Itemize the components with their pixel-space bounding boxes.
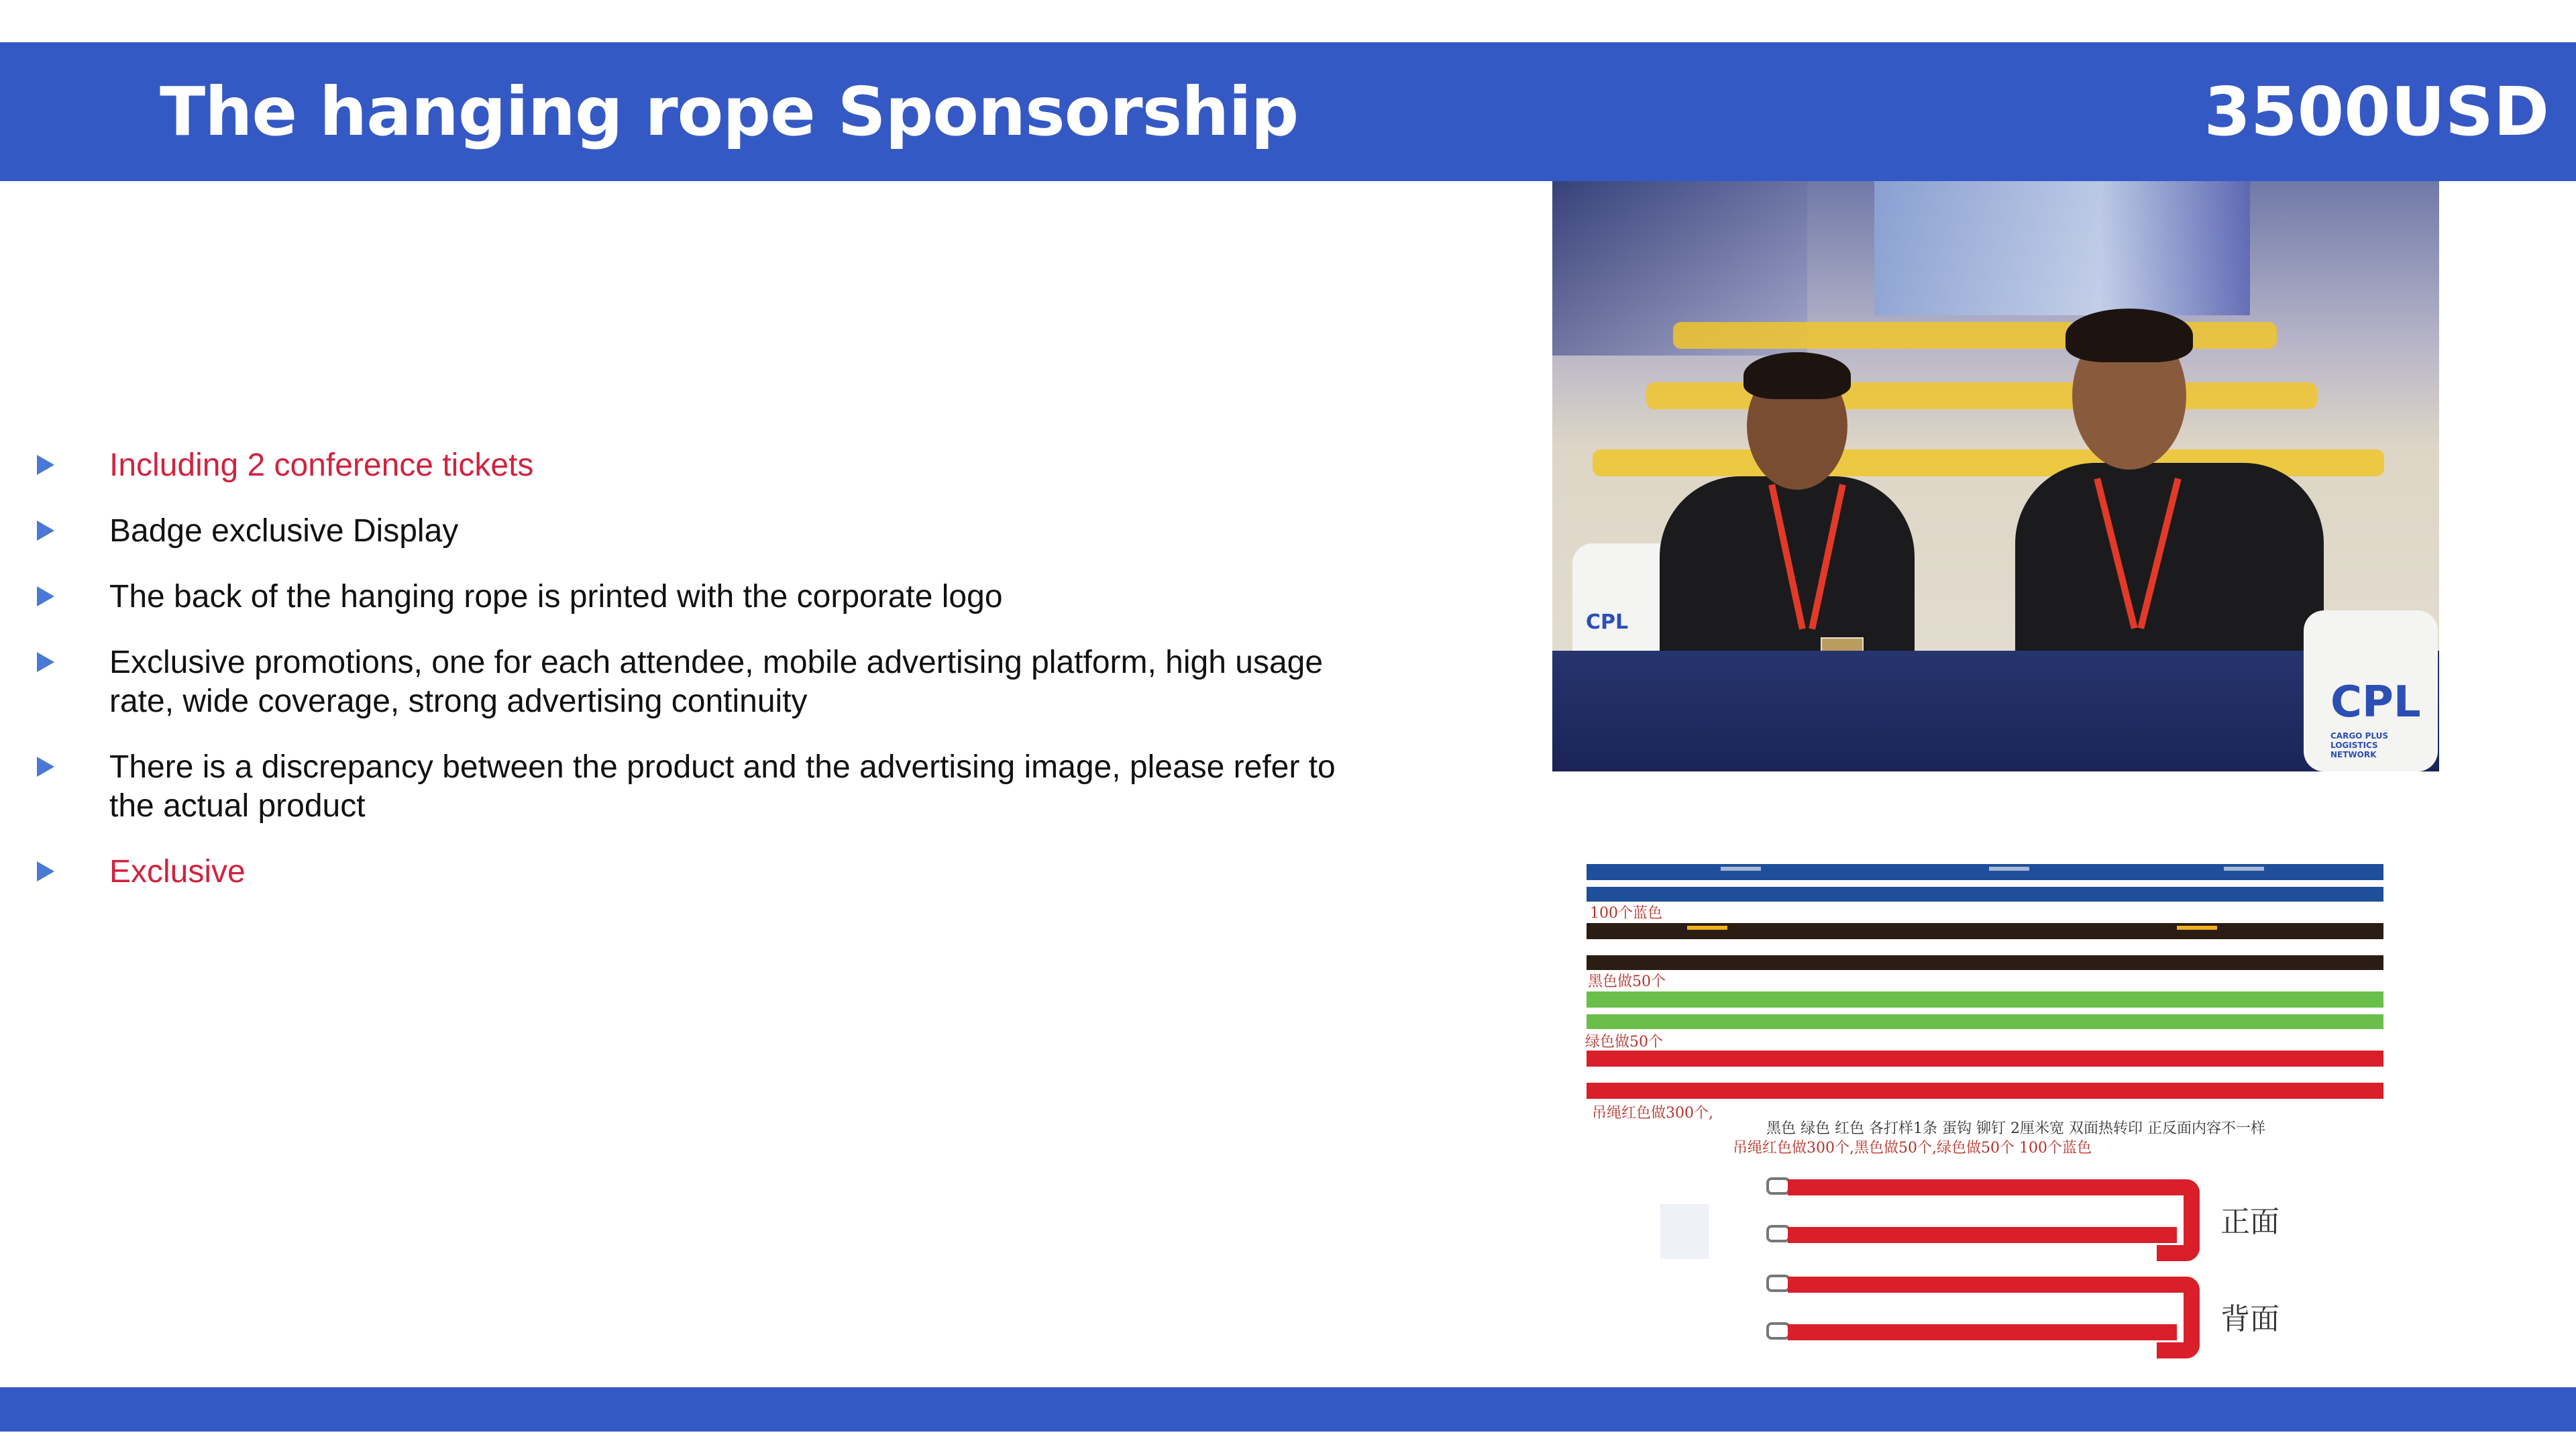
lanyard-front-top — [1788, 1179, 2177, 1195]
bullet-text: Exclusive promotions, one for each attendee, mobile advertising platform, high usage rate, wide coverage, strong advertising continuity — [109, 645, 1324, 719]
triangle-bullet-icon — [37, 455, 54, 475]
photo-screen — [1874, 181, 2250, 315]
photo-person-left-hair — [1743, 352, 1851, 399]
photo-chair-logo: CPL — [2330, 678, 2421, 727]
hook-icon — [1766, 1177, 1790, 1195]
bullet-item — [37, 643, 1352, 721]
spec-line-1: 黑色 绿色 红色 各打样1条 蛋钩 铆钉 2厘米宽 双面热转印 正反面内容不一样 — [1766, 1120, 2265, 1137]
triangle-bullet-icon — [37, 521, 54, 541]
lanyard-strap-red — [1587, 1083, 2383, 1099]
lanyard-strap-green — [1587, 991, 2383, 1008]
lanyard-strap-red — [1587, 1051, 2383, 1067]
photo-chair-tagline: CARGO PLUS LOGISTICS NETWORK — [2330, 731, 2388, 759]
lanyard-strap-blue — [1587, 864, 2383, 880]
photo-person-right-hair — [2065, 309, 2193, 362]
label-green: 绿色做50个 — [1585, 1034, 1663, 1051]
bullet-text: Exclusive — [109, 854, 246, 890]
triangle-bullet-icon — [37, 586, 54, 606]
triangle-bullet-icon — [37, 757, 54, 777]
triangle-bullet-icon — [37, 652, 54, 672]
strap-print — [1687, 926, 1727, 930]
triangle-bullet-icon — [37, 861, 54, 881]
page-title: The hanging rope Sponsorship — [160, 72, 1299, 151]
strap-print — [2224, 867, 2264, 871]
photo-chair-logo: CPL — [1586, 610, 1629, 634]
bullet-item — [37, 853, 1352, 892]
hook-icon — [1766, 1225, 1790, 1242]
bullet-item — [37, 578, 1352, 616]
bullet-item — [37, 446, 1352, 485]
lanyard-strap-blue — [1587, 887, 2383, 902]
back-label: 背面 — [2220, 1302, 2279, 1336]
lanyard-front-loop — [2157, 1179, 2200, 1261]
lanyard-hook-icon — [1660, 1204, 1709, 1259]
hook-icon — [1766, 1275, 1790, 1292]
label-black: 黑色做50个 — [1588, 973, 1666, 990]
lanyard-strap-black — [1587, 923, 2383, 939]
lanyard-back-top — [1788, 1277, 2177, 1293]
lanyard-strap-green — [1587, 1014, 2383, 1029]
bullet-text: Badge exclusive Display — [109, 513, 459, 549]
label-blue: 100个蓝色 — [1590, 905, 1662, 922]
conference-photo — [1552, 181, 2439, 771]
bullet-item — [37, 748, 1352, 826]
lanyard-strap-black — [1587, 955, 2383, 970]
hook-icon — [1766, 1322, 1790, 1340]
label-red: 吊绳红色做300个, — [1592, 1105, 1713, 1122]
benefits-list — [37, 446, 1352, 918]
bullet-text: There is a discrepancy between the product and the advertising image, please refer to the actual product — [109, 749, 1336, 824]
lanyard-design-mockup — [1580, 859, 2385, 1355]
strap-print — [1721, 867, 1761, 871]
bullet-text: Including 2 conference tickets — [109, 447, 534, 483]
front-label: 正面 — [2220, 1205, 2279, 1239]
footer-bar — [0, 1387, 2576, 1432]
lanyard-front-bottom — [1788, 1227, 2177, 1243]
lanyard-back-loop — [2157, 1277, 2200, 1358]
bullet-text: The back of the hanging rope is printed with the corporate logo — [109, 579, 1003, 614]
strap-print — [1989, 867, 2029, 871]
lanyard-back-bottom — [1788, 1324, 2177, 1340]
spec-line-2: 吊绳红色做300个,黑色做50个,绿色做50个 100个蓝色 — [1733, 1140, 2092, 1157]
strap-print — [2177, 926, 2217, 930]
price-label: 3500USD — [2204, 72, 2549, 151]
bullet-item — [37, 512, 1352, 551]
